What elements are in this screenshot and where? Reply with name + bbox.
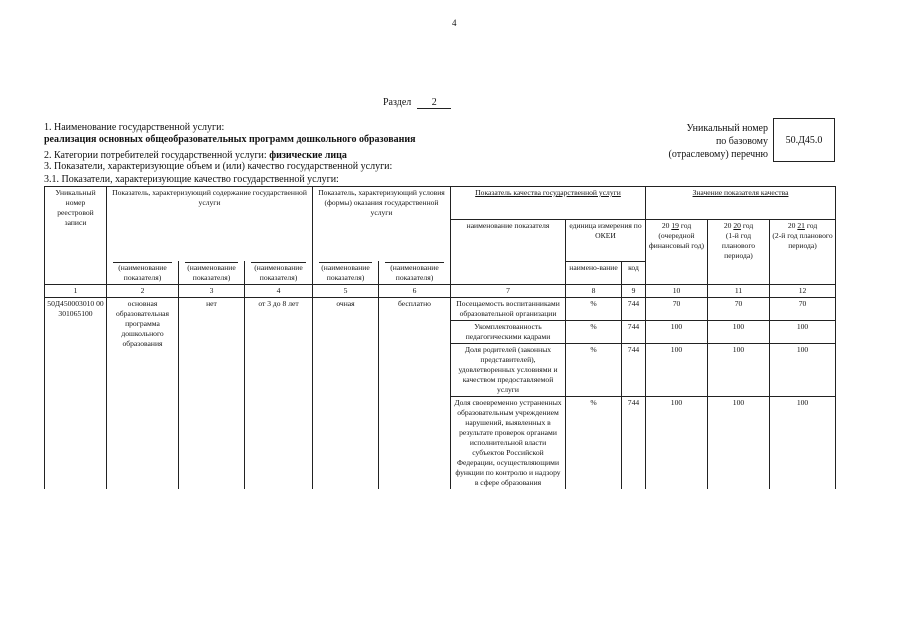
section-label: Раздел	[383, 97, 412, 108]
indicators-label: 3. Показатели, характеризующие объем и (или) качество государственной услуги:	[44, 161, 393, 172]
indicator-value-3: 100	[770, 321, 836, 344]
record-content-3: от 3 до 8 лет	[245, 298, 313, 490]
basic-list-code: 50.Д45.0	[773, 118, 835, 162]
indicator-value-1: 70	[646, 298, 708, 321]
header-row-2	[45, 219, 836, 261]
header-name-sub-5: (наименование показателя)	[379, 261, 451, 285]
indicator-value-2: 100	[708, 344, 770, 397]
indicator-code: 744	[622, 321, 646, 344]
indicator-unit: %	[566, 344, 622, 397]
quality-label: 3.1. Показатели, характеризующие качество государственной услуги:	[44, 174, 339, 185]
indicator-value-3: 100	[770, 397, 836, 490]
consumers-value: физические лица	[269, 150, 347, 161]
header-row-1	[45, 187, 836, 220]
indicator-value-1: 100	[646, 397, 708, 490]
quality-table	[44, 186, 836, 489]
indicator-value-1: 100	[646, 321, 708, 344]
indicator-code: 744	[622, 298, 646, 321]
indicator-unit: %	[566, 397, 622, 490]
section-number: 2	[417, 97, 451, 109]
header-year-3: 20 21 год (2-й год планового периода)	[770, 219, 836, 285]
indicator-name: Доля родителей (законных представителей), удовлетворенных условиями и качеством предоставляемой услуги	[451, 344, 566, 397]
indicator-value-3: 100	[770, 344, 836, 397]
indicator-name: Укомплектованность педагогическими кадрами	[451, 321, 566, 344]
record-id: 50Д450003010 00301065100	[45, 298, 107, 490]
indicator-code: 744	[622, 344, 646, 397]
header-value: Значение показателя качества	[646, 187, 836, 220]
indicator-value-1: 100	[646, 344, 708, 397]
header-name-sub-3: (наименование показателя)	[245, 261, 313, 285]
header-year-2: 20 20 год (1-й год планового периода)	[708, 219, 770, 285]
indicator-unit: %	[566, 321, 622, 344]
unique-number-label: Уникальный номер по базовому (отраслевому) перечню	[668, 123, 768, 160]
indicator-code: 744	[622, 397, 646, 490]
consumers-line	[44, 150, 347, 161]
header-unit: единица измерения по ОКЕИ	[566, 219, 646, 261]
header-content: Показатель, характеризующий содержание государственной услуги	[107, 187, 313, 220]
section-heading	[383, 97, 451, 109]
table-row	[45, 298, 836, 321]
indicator-name: Доля своевременно устраненных образовательным учреждением нарушений, выявленных в результате проверок органами исполнительной власти субъектов Российской Федерации, осуществляющими функции по контролю и надзору в сфере образования	[451, 397, 566, 490]
header-unique: Уникальный номер реестровой записи	[45, 187, 107, 285]
header-year-1: 20 19 год (очередной финансовый год)	[646, 219, 708, 285]
record-cond-2: бесплатно	[379, 298, 451, 490]
record-cond-1: очная	[313, 298, 379, 490]
header-name-sub-2: (наименование показателя)	[179, 261, 245, 285]
indicator-value-2: 100	[708, 397, 770, 490]
header-name-sub-4: (наименование показателя)	[313, 261, 379, 285]
record-content-1: основная образовательная программа дошкольного образования	[107, 298, 179, 490]
service-name: реализация основных общеобразовательных программ дошкольного образования	[44, 134, 416, 145]
header-quality: Показатель качества государственной услуги	[451, 187, 646, 220]
header-conditions: Показатель, характеризующий условия (формы) оказания государственной услуги	[313, 187, 451, 220]
header-unit-name: наимено-вание	[566, 261, 622, 285]
indicator-name: Посещаемость воспитанниками образовательной организации	[451, 298, 566, 321]
page-number: 4	[452, 18, 457, 28]
service-name-label: 1. Наименование государственной услуги:	[44, 122, 225, 133]
indicator-value-3: 70	[770, 298, 836, 321]
indicator-value-2: 70	[708, 298, 770, 321]
header-unit-code: код	[622, 261, 646, 285]
header-name-sub-1: (наименование показателя)	[107, 261, 179, 285]
header-indicator-name: наименование показателя	[451, 219, 566, 285]
indicator-unit: %	[566, 298, 622, 321]
indicator-value-2: 100	[708, 321, 770, 344]
column-numbers-row: 1 2 3 4 5 6 7 8 9 10 11 12	[45, 285, 836, 298]
consumers-label: 2. Категории потребителей государственной услуги:	[44, 150, 267, 161]
record-content-2: нет	[179, 298, 245, 490]
